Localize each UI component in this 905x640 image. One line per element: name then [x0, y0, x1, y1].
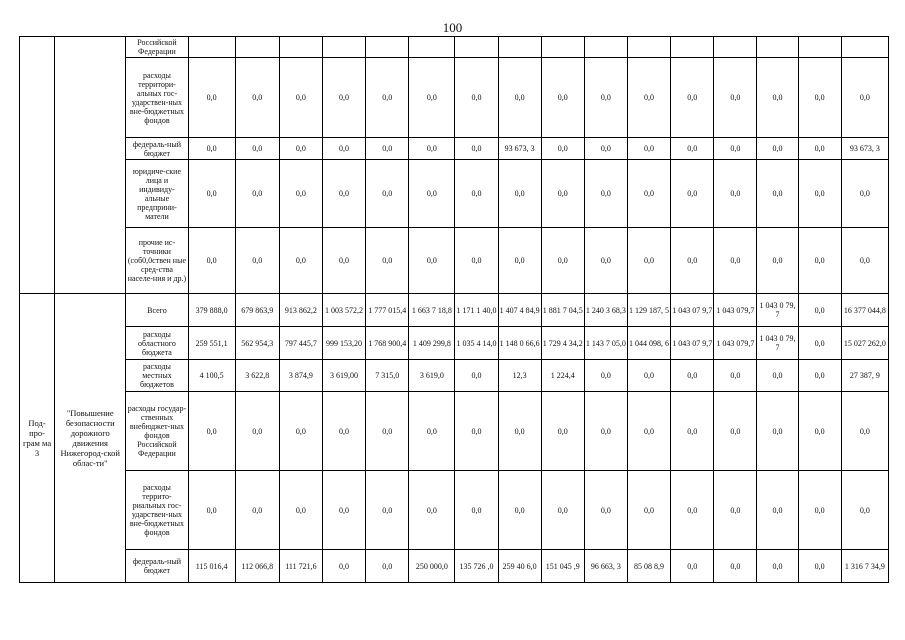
value-cell: 0,0 — [322, 228, 365, 294]
value-cell: 1 409 299,8 — [409, 327, 455, 360]
value-cell: 0,0 — [235, 471, 279, 550]
funding-source-cell: прочие ис-точники (соб0,0ствен ные сред-ства населе-ния и др.) — [126, 228, 188, 294]
value-cell: 0,0 — [498, 392, 541, 471]
value-cell: 3 622,8 — [235, 360, 279, 392]
value-cell: 679 863,9 — [235, 294, 279, 327]
value-cell — [498, 37, 541, 58]
value-cell: 0,0 — [714, 160, 757, 228]
value-cell — [279, 37, 322, 58]
value-cell: 1 043 0 79,7 — [757, 294, 798, 327]
value-cell: 93 673, 3 — [841, 138, 888, 160]
value-cell: 0,0 — [757, 550, 798, 583]
value-cell: 1 043 079,7 — [714, 327, 757, 360]
empty-cell — [20, 37, 55, 294]
value-cell: 0,0 — [322, 471, 365, 550]
value-cell: 0,0 — [366, 550, 409, 583]
value-cell: 0,0 — [798, 228, 841, 294]
value-cell: 0,0 — [671, 138, 714, 160]
value-cell — [235, 37, 279, 58]
value-cell: 0,0 — [627, 228, 670, 294]
value-cell: 0,0 — [409, 392, 455, 471]
budget-table — [19, 36, 889, 583]
value-cell: 562 954,3 — [235, 327, 279, 360]
value-cell — [714, 37, 757, 58]
empty-cell — [55, 37, 126, 294]
funding-source-cell: расходы областного бюджета — [126, 327, 188, 360]
value-cell — [798, 37, 841, 58]
value-cell: 1 171 1 40,0 — [455, 294, 498, 327]
value-cell — [671, 37, 714, 58]
value-cell: 0,0 — [409, 58, 455, 138]
value-cell: 0,0 — [671, 550, 714, 583]
value-cell: 4 100,5 — [188, 360, 235, 392]
value-cell: 1 224,4 — [541, 360, 584, 392]
value-cell: 112 066,8 — [235, 550, 279, 583]
value-cell: 0,0 — [798, 550, 841, 583]
value-cell: 0,0 — [714, 471, 757, 550]
value-cell: 0,0 — [841, 58, 888, 138]
funding-source-cell: федераль-ный бюджет — [126, 138, 188, 160]
value-cell: 0,0 — [798, 327, 841, 360]
value-cell: 259 40 6,0 — [498, 550, 541, 583]
value-cell: 0,0 — [188, 58, 235, 138]
funding-source-cell: расходы террито-риальных гос-ударствен-ных вне-бюджетных фондов — [126, 471, 188, 550]
value-cell: 27 387, 9 — [841, 360, 888, 392]
value-cell: 115 016,4 — [188, 550, 235, 583]
funding-source-cell: Российской Федерации — [126, 37, 188, 58]
value-cell: 0,0 — [188, 228, 235, 294]
value-cell: 0,0 — [366, 138, 409, 160]
value-cell — [322, 37, 365, 58]
value-cell: 0,0 — [455, 392, 498, 471]
value-cell: 3 874,9 — [279, 360, 322, 392]
value-cell — [455, 37, 498, 58]
value-cell: 0,0 — [671, 471, 714, 550]
value-cell: 1 148 0 66,6 — [498, 327, 541, 360]
value-cell: 0,0 — [584, 228, 627, 294]
value-cell: 0,0 — [188, 392, 235, 471]
value-cell: 1 240 3 68,3 — [584, 294, 627, 327]
value-cell: 0,0 — [235, 58, 279, 138]
value-cell: 913 862,2 — [279, 294, 322, 327]
value-cell: 0,0 — [279, 58, 322, 138]
value-cell: 0,0 — [366, 228, 409, 294]
funding-source-cell: расходы местных бюджетов — [126, 360, 188, 392]
table-row — [20, 471, 889, 550]
value-cell: 0,0 — [757, 471, 798, 550]
value-cell: 96 663, 3 — [584, 550, 627, 583]
value-cell: 0,0 — [455, 228, 498, 294]
funding-source-cell: расходы государ-ственных внебюджет-ных фондов Российской Федерации — [126, 392, 188, 471]
value-cell: 0,0 — [714, 228, 757, 294]
value-cell: 0,0 — [498, 58, 541, 138]
value-cell: 0,0 — [757, 138, 798, 160]
value-cell: 0,0 — [584, 471, 627, 550]
value-cell: 0,0 — [366, 160, 409, 228]
value-cell: 0,0 — [714, 360, 757, 392]
value-cell: 0,0 — [757, 360, 798, 392]
value-cell: 0,0 — [279, 228, 322, 294]
value-cell: 0,0 — [798, 160, 841, 228]
table-row — [20, 327, 889, 360]
value-cell: 0,0 — [498, 228, 541, 294]
value-cell: 0,0 — [627, 160, 670, 228]
value-cell: 0,0 — [322, 58, 365, 138]
funding-source-cell: Всего — [126, 294, 188, 327]
value-cell: 0,0 — [409, 228, 455, 294]
value-cell: 0,0 — [188, 138, 235, 160]
value-cell: 1 768 900,4 — [366, 327, 409, 360]
value-cell: 7 315,0 — [366, 360, 409, 392]
value-cell: 0,0 — [627, 138, 670, 160]
value-cell: 0,0 — [584, 392, 627, 471]
page-number: 100 — [442, 20, 463, 35]
value-cell: 250 000,0 — [409, 550, 455, 583]
value-cell: 0,0 — [455, 360, 498, 392]
value-cell: 0,0 — [671, 228, 714, 294]
value-cell: 0,0 — [366, 392, 409, 471]
value-cell: 85 08 8,9 — [627, 550, 670, 583]
value-cell: 0,0 — [279, 138, 322, 160]
value-cell: 0,0 — [279, 392, 322, 471]
value-cell: 999 153,20 — [322, 327, 365, 360]
value-cell: 1 777 015,4 — [366, 294, 409, 327]
value-cell: 0,0 — [541, 228, 584, 294]
value-cell: 0,0 — [322, 160, 365, 228]
value-cell: 259 551,1 — [188, 327, 235, 360]
value-cell: 0,0 — [322, 550, 365, 583]
value-cell: 0,0 — [584, 138, 627, 160]
value-cell: 1 663 7 18,8 — [409, 294, 455, 327]
value-cell: 0,0 — [841, 228, 888, 294]
value-cell: 0,0 — [714, 392, 757, 471]
value-cell — [541, 37, 584, 58]
table-row — [20, 58, 889, 138]
value-cell: 0,0 — [584, 160, 627, 228]
value-cell: 0,0 — [235, 138, 279, 160]
value-cell: 0,0 — [235, 228, 279, 294]
value-cell: 0,0 — [188, 160, 235, 228]
table-row — [20, 360, 889, 392]
table-row — [20, 550, 889, 583]
value-cell: 1 881 7 04,5 — [541, 294, 584, 327]
value-cell: 1 035 4 14,0 — [455, 327, 498, 360]
value-cell: 0,0 — [757, 392, 798, 471]
value-cell: 1 316 7 34,9 — [841, 550, 888, 583]
value-cell: 1 729 4 34,2 — [541, 327, 584, 360]
value-cell: 0,0 — [584, 58, 627, 138]
value-cell: 0,0 — [671, 360, 714, 392]
value-cell: 0,0 — [409, 471, 455, 550]
value-cell: 16 377 044,8 — [841, 294, 888, 327]
value-cell: 111 721,6 — [279, 550, 322, 583]
value-cell: 0,0 — [498, 471, 541, 550]
table-row — [20, 160, 889, 228]
subprogram-title: "Повышение безопасности дорожного движения Нижегород-ской облас-ти" — [55, 294, 126, 583]
value-cell: 0,0 — [409, 160, 455, 228]
value-cell: 0,0 — [584, 360, 627, 392]
value-cell: 0,0 — [541, 160, 584, 228]
value-cell: 0,0 — [409, 138, 455, 160]
value-cell: 0,0 — [757, 58, 798, 138]
value-cell: 0,0 — [841, 160, 888, 228]
value-cell — [409, 37, 455, 58]
table-row — [20, 228, 889, 294]
value-cell: 0,0 — [798, 392, 841, 471]
value-cell: 0,0 — [627, 392, 670, 471]
value-cell: 379 888,0 — [188, 294, 235, 327]
table-row — [20, 138, 889, 160]
value-cell: 15 027 262,0 — [841, 327, 888, 360]
value-cell — [584, 37, 627, 58]
value-cell: 1 043 0 79,7 — [757, 327, 798, 360]
value-cell: 0,0 — [757, 228, 798, 294]
value-cell: 135 726 ,0 — [455, 550, 498, 583]
subprogram-label: Под-про-грам ма 3 — [20, 294, 55, 583]
value-cell: 0,0 — [627, 360, 670, 392]
value-cell: 0,0 — [366, 58, 409, 138]
value-cell: 3 619,00 — [322, 360, 365, 392]
value-cell: 0,0 — [279, 160, 322, 228]
value-cell: 0,0 — [798, 138, 841, 160]
value-cell: 0,0 — [627, 58, 670, 138]
value-cell: 1 043 07 9,7 — [671, 294, 714, 327]
value-cell: 0,0 — [455, 58, 498, 138]
value-cell: 0,0 — [671, 392, 714, 471]
value-cell: 12,3 — [498, 360, 541, 392]
value-cell: 1 407 4 84,9 — [498, 294, 541, 327]
value-cell: 0,0 — [322, 138, 365, 160]
value-cell: 0,0 — [235, 160, 279, 228]
value-cell — [841, 37, 888, 58]
value-cell — [188, 37, 235, 58]
value-cell: 0,0 — [798, 471, 841, 550]
value-cell: 0,0 — [541, 138, 584, 160]
value-cell: 93 673, 3 — [498, 138, 541, 160]
value-cell: 0,0 — [798, 294, 841, 327]
value-cell: 0,0 — [455, 138, 498, 160]
value-cell: 0,0 — [841, 392, 888, 471]
value-cell — [757, 37, 798, 58]
value-cell: 0,0 — [541, 58, 584, 138]
value-cell: 0,0 — [541, 392, 584, 471]
value-cell: 1 043 079,7 — [714, 294, 757, 327]
value-cell: 1 043 07 9,7 — [671, 327, 714, 360]
value-cell: 0,0 — [757, 160, 798, 228]
value-cell: 0,0 — [279, 471, 322, 550]
table-row — [20, 37, 889, 58]
funding-source-cell: федераль-ный бюджет — [126, 550, 188, 583]
value-cell: 0,0 — [714, 550, 757, 583]
value-cell: 3 619,0 — [409, 360, 455, 392]
value-cell: 0,0 — [671, 58, 714, 138]
value-cell: 0,0 — [541, 471, 584, 550]
value-cell: 0,0 — [714, 138, 757, 160]
value-cell: 1 143 7 05,0 — [584, 327, 627, 360]
value-cell: 0,0 — [498, 160, 541, 228]
value-cell: 0,0 — [798, 360, 841, 392]
value-cell: 0,0 — [455, 160, 498, 228]
value-cell: 0,0 — [714, 58, 757, 138]
value-cell: 0,0 — [366, 471, 409, 550]
value-cell: 0,0 — [627, 471, 670, 550]
value-cell — [627, 37, 670, 58]
value-cell — [366, 37, 409, 58]
value-cell: 1 044 098, 6 — [627, 327, 670, 360]
value-cell: 1 003 572,2 — [322, 294, 365, 327]
funding-source-cell: расходы территори-альных гос-ударствен-ных вне-бюджетных фондов — [126, 58, 188, 138]
funding-source-cell: юридиче-ские лица и индивиду-альные предприни-матели — [126, 160, 188, 228]
value-cell: 151 045 ,9 — [541, 550, 584, 583]
value-cell: 0,0 — [841, 471, 888, 550]
value-cell: 0,0 — [322, 392, 365, 471]
value-cell: 797 445,7 — [279, 327, 322, 360]
value-cell: 0,0 — [798, 58, 841, 138]
value-cell: 1 129 187, 5 — [627, 294, 670, 327]
value-cell: 0,0 — [188, 471, 235, 550]
table-row — [20, 294, 889, 327]
value-cell: 0,0 — [235, 392, 279, 471]
table-row — [20, 392, 889, 471]
value-cell: 0,0 — [671, 160, 714, 228]
value-cell: 0,0 — [455, 471, 498, 550]
